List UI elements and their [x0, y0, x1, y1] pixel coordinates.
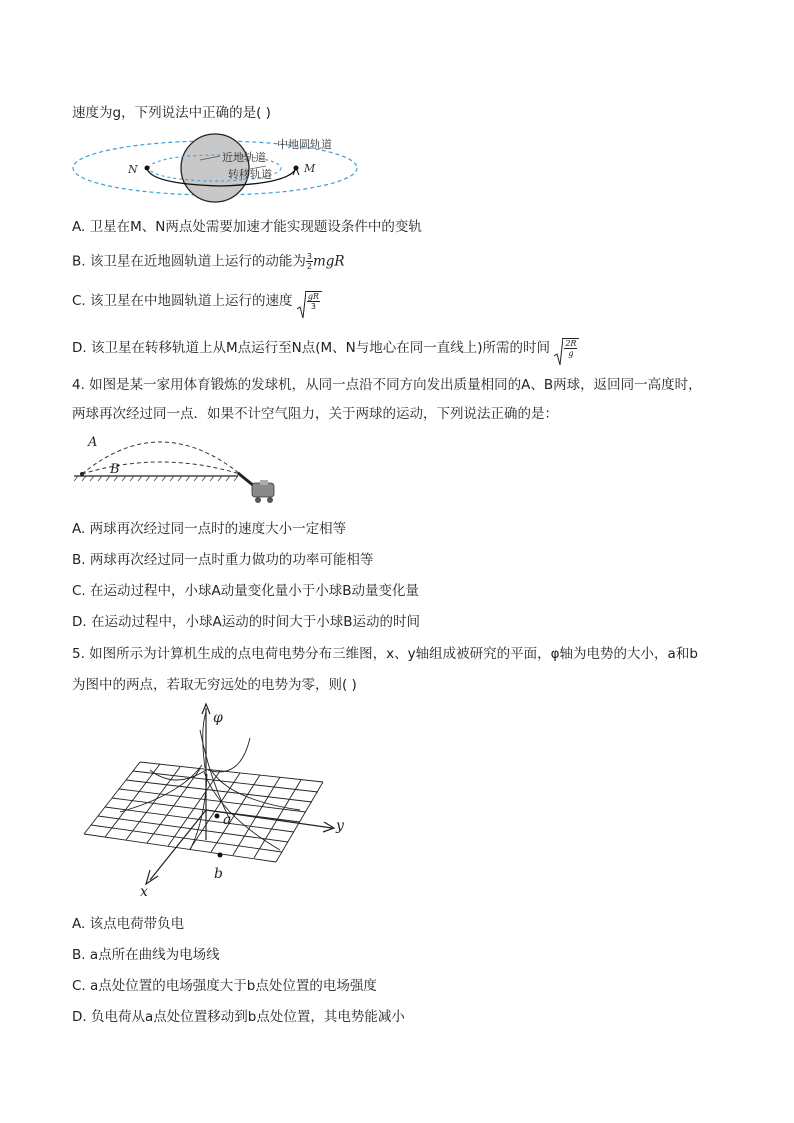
q3-option-c — [72, 291, 322, 311]
q4-option-a: A. 两球再次经过同一点时的速度大小一定相等 — [72, 521, 347, 537]
q5-option-a: A. 该点电荷带负电 — [72, 916, 185, 932]
three-halves-fraction: $\frac{3}{2}$ — [306, 252, 312, 271]
q3-option-c-text: C. 该卫星在中地圆轨道上运行的速度 — [72, 293, 293, 309]
q3-option-b-tail: mgR — [312, 253, 345, 270]
q4-option-b: B. 两球再次经过同一点时重力做功的功率可能相等 — [72, 552, 374, 568]
q3-option-d — [72, 338, 579, 358]
orbit-label-outer: 中地圆轨道 — [277, 138, 332, 151]
q3-option-b-text: B. 该卫星在近地圆轨道上运行的动能为 — [72, 253, 306, 270]
q3-option-b — [72, 252, 345, 271]
q3-option-d-text: D. 该卫星在转移轨道上从M点运行至N点(M、N与地心在同一直线上)所需的时间 — [72, 340, 551, 356]
q3-intro: 速度为g，下列说法中正确的是( ) — [72, 105, 271, 121]
point-b-label: b — [214, 866, 223, 882]
q5-option-b: B. a点所在曲线为电场线 — [72, 947, 220, 963]
q5-option-c: C. a点处位置的电场强度大于b点处位置的电场强度 — [72, 978, 377, 994]
phi-axis-label: φ — [213, 710, 223, 726]
q4-stem-line2: 两球再次经过同一点．如果不计空气阻力，关于两球的运动，下列说法正确的是： — [72, 406, 558, 422]
point-n-label: N — [128, 163, 138, 176]
trajectory-b-label: B — [110, 462, 120, 477]
q5-stem-line2: 为图中的两点，若取无穷远处的电势为零，则( ) — [72, 677, 357, 693]
q5-option-d: D. 负电荷从a点处位置移动到b点处位置，其电势能减小 — [72, 1009, 405, 1025]
trajectory-a-label: A — [88, 435, 98, 450]
orbit-figure — [70, 130, 360, 210]
q4-stem-line1: 4. 如图是某一家用体育锻炼的发球机，从同一点沿不同方向发出质量相同的A、B两球，返回同一高度时， — [72, 377, 702, 393]
sqrt-gr-over-3: $\frac{gR}{3}$ — [297, 291, 322, 311]
point-a-label: a — [223, 812, 232, 828]
q5-stem-line1: 5. 如图所示为计算机生成的点电荷电势分布三维图，x、y轴组成被研究的平面，φ轴为电势的大小，a和b — [72, 646, 698, 662]
x-axis-label: x — [140, 884, 148, 900]
q3-option-a: A. 卫星在M、N两点处需要加速才能实现题设条件中的变轨 — [72, 219, 422, 235]
point-m-label: M — [304, 162, 316, 175]
orbit-label-near: 近地轨道 — [222, 151, 266, 164]
ball-launcher-figure — [70, 428, 290, 513]
y-axis-label: y — [336, 818, 344, 834]
q4-option-d: D. 在运动过程中，小球A运动的时间大于小球B运动的时间 — [72, 614, 420, 630]
q4-option-c: C. 在运动过程中，小球A动量变化量小于小球B动量变化量 — [72, 583, 420, 599]
orbit-label-transfer: 转移轨道 — [228, 168, 272, 181]
sqrt-2r-over-g: $\frac{2R}{g}$ — [554, 338, 579, 358]
potential-3d-figure — [80, 700, 370, 900]
launcher-machine-icon — [238, 473, 274, 503]
